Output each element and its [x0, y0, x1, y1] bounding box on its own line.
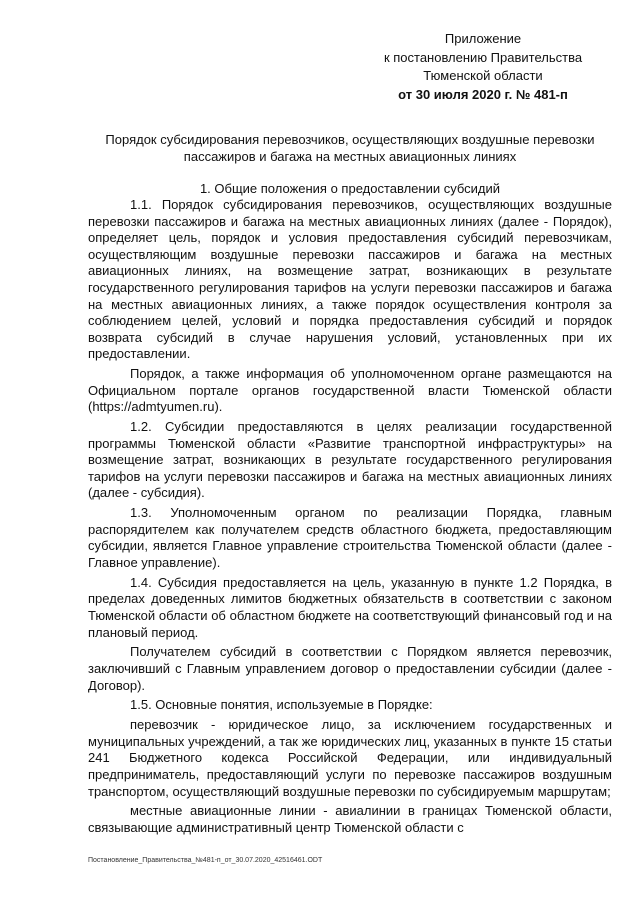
- appendix-block: [368, 30, 598, 104]
- paragraph-recipient: Получателем субсидий в соответствии с Порядком является перевозчик, заключивший с Главным управлением договор о предоставлении субсидии (далее - Договор).: [88, 644, 612, 693]
- section-heading: 1. Общие положения о предоставлении субсидий: [199, 181, 501, 196]
- file-footer: Постановление_Правительства_№481-п_от_30.07.2020_42516461.ODT: [88, 857, 323, 864]
- paragraph-1-1: 1.1. Порядок субсидирования перевозчиков, осуществляющих воздушные перевозки пассажиров и багажа на местных авиационных линиях (далее - Порядок), определяет цель, порядок и условия предоставления субсидий перевозчикам, осуществляющим воздушные перевозки пассажиров и багажа на местных авиационных линиях, на возмещение затрат, возникающих в результате государственного регулирования тарифов на услуги перевозки пассажиров и багажа на местных авиационных линиях, а также порядок осуществления контроля за соблюдением целей, условий и порядка предоставления субсидий и порядок возврата субсидий в случае нарушения условий, установленных при их предоставлении.: [88, 197, 612, 362]
- document-body: [88, 197, 612, 840]
- appendix-decree-reference: к постановлению Правительства: [383, 49, 583, 65]
- paragraph-1-3: 1.3. Уполномоченным органом по реализации Порядка, главным распорядителем как получателем средств областного бюджета, предоставляющим субсидии, является Главное управление строительства Тюменской области (далее - Главное управление).: [88, 505, 612, 571]
- document-title: Порядок субсидирования перевозчиков, осуществляющих воздушные перевозки пассажиров и багажа на местных авиационных линиях: [105, 132, 595, 164]
- paragraph-1-5: 1.5. Основные понятия, используемые в Порядке:: [130, 697, 433, 713]
- paragraph-portal-info: Порядок, а также информация об уполномоченном органе размещаются на Официальном портале органов государственной власти Тюменской области (https://admtyumen.ru).: [88, 366, 612, 415]
- paragraph-1-4: 1.4. Субсидия предоставляется на цель, указанную в пункте 1.2 Порядка, в пределах доведенных лимитов бюджетных обязательств в соответствии с законом Тюменской области об областном бюджете на соответствующий финансовый год и на плановый период.: [88, 574, 612, 640]
- appendix-date: от 30 июля 2020 г. № 481-п: [398, 86, 568, 102]
- appendix-label: Приложение: [444, 31, 522, 46]
- paragraph-1-2: 1.2. Субсидии предоставляются в целях реализации государственной программы Тюменской области «Развитие транспортной инфраструктуры» на возмещение затрат, возникающих в результате государственного регулирования тарифов на услуги перевозки пассажиров и багажа на местных авиационных линиях (далее - субсидия).: [88, 419, 612, 501]
- definition-local-airlines: местные авиационные линии - авиалинии в границах Тюменской области, связывающие административный центр Тюменской области с: [88, 803, 612, 835]
- appendix-region: Тюменской области: [423, 68, 543, 83]
- definition-carrier: перевозчик - юридическое лицо, за исключением государственных и муниципальных учреждений, а так же юридических лиц, указанных в пункте 15 статьи 241 Бюджетного кодекса Российской Федерации, или индивидуальный предприниматель, предоставляющий услуги по перевозке пассажиров воздушным транспортом, осуществляющий воздушные перевозки по субсидируемым маршрутам;: [88, 717, 612, 799]
